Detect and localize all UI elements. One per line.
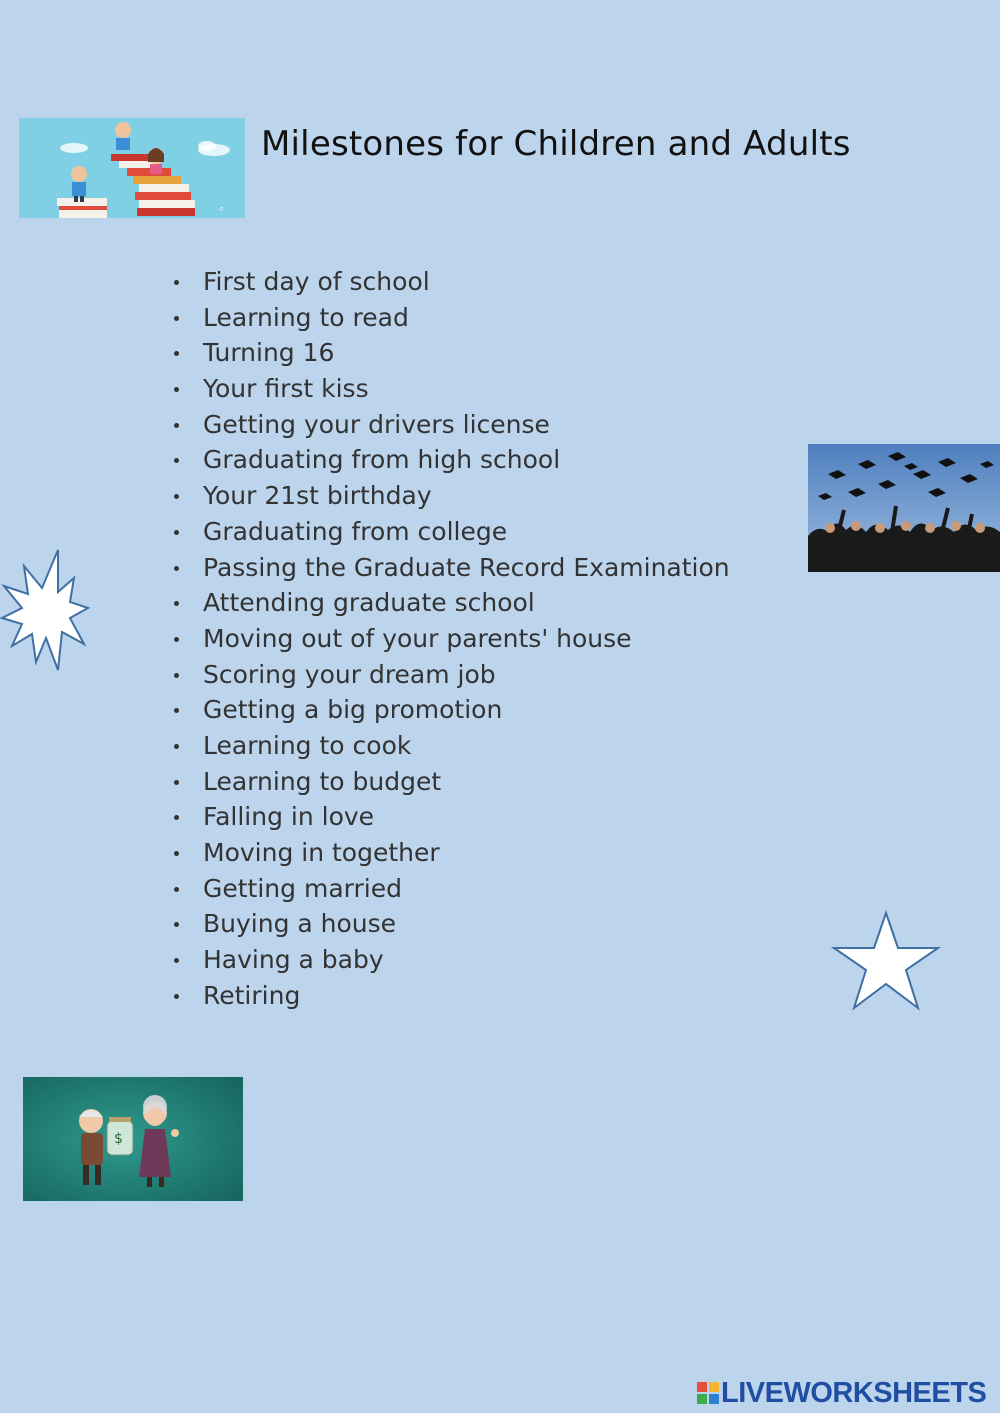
list-item: Retiring: [168, 978, 730, 1014]
page-title: Milestones for Children and Adults: [261, 124, 851, 164]
list-item: Graduating from high school: [168, 442, 730, 478]
brand-name: LIVEWORKSHEETS: [721, 1376, 987, 1409]
list-item: Getting a big promotion: [168, 692, 730, 728]
list-item: Getting married: [168, 871, 730, 907]
list-item: Scoring your dream job: [168, 657, 730, 693]
list-item: First day of school: [168, 264, 730, 300]
milestone-list: [168, 264, 730, 1013]
list-item: Falling in love: [168, 799, 730, 835]
svg-text:©: ©: [219, 207, 224, 213]
list-item: Buying a house: [168, 906, 730, 942]
burst-shape-icon: [0, 548, 92, 674]
list-item: Moving in together: [168, 835, 730, 871]
list-item: Your first kiss: [168, 371, 730, 407]
graduation-caps-image: [808, 444, 1000, 572]
list-item: Passing the Graduate Record Examination: [168, 550, 730, 586]
list-item: Having a baby: [168, 942, 730, 978]
kids-on-books-image: [19, 118, 245, 218]
list-item: Your 21st birthday: [168, 478, 730, 514]
list-item: Learning to cook: [168, 728, 730, 764]
elderly-couple-savings-image: [23, 1077, 243, 1201]
list-item: Getting your drivers license: [168, 407, 730, 443]
list-item: Attending graduate school: [168, 585, 730, 621]
list-item: Learning to budget: [168, 764, 730, 800]
svg-text:$: $: [114, 1131, 123, 1147]
list-item: Graduating from college: [168, 514, 730, 550]
star-shape-icon: [830, 910, 942, 1012]
list-item: Learning to read: [168, 300, 730, 336]
liveworksheets-logo-icon: [697, 1382, 719, 1404]
list-item: Moving out of your parents' house: [168, 621, 730, 657]
list-item: Turning 16: [168, 335, 730, 371]
brand-logo: [697, 1376, 986, 1410]
